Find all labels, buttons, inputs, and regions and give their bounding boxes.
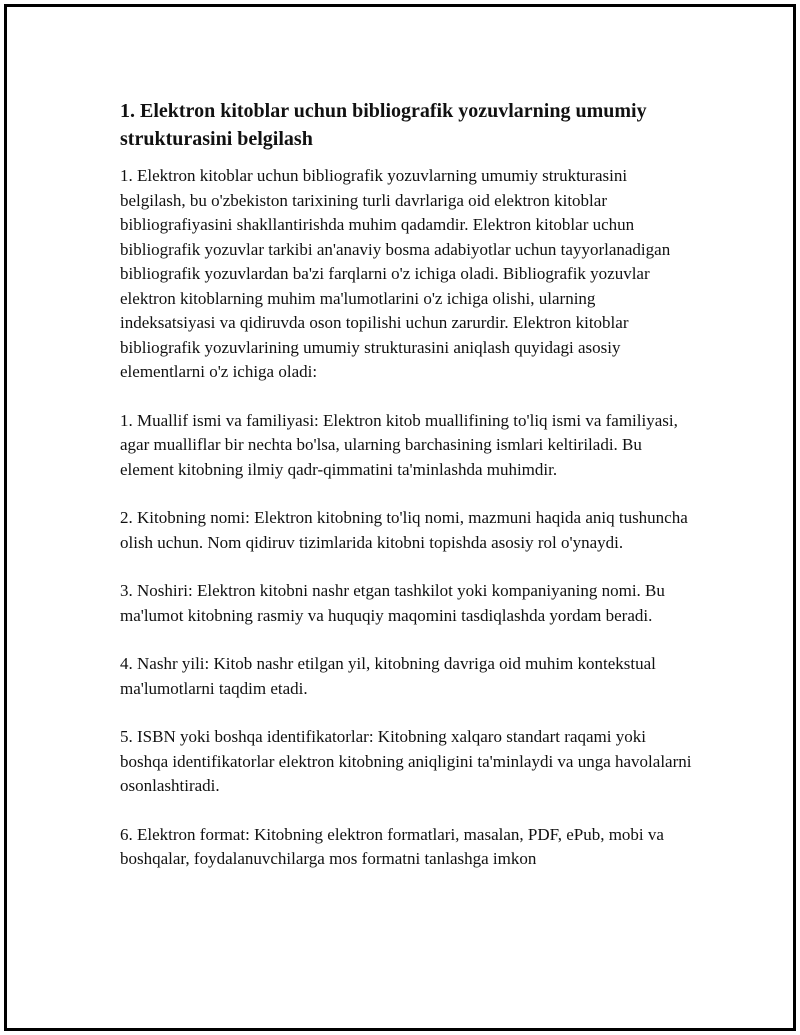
list-item-publisher: 3. Noshiri: Elektron kitobni nashr etgan tashkilot yoki kompaniyaning nomi. Bu ma'lumot kitobning rasmiy va huquqiy maqomini tasdiqlashda yordam beradi.: [120, 581, 665, 625]
list-item-isbn: 5. ISBN yoki boshqa identifikatorlar: Kitobning xalqaro standart raqami yoki boshqa identifikatorlar elektron kitobning aniqligini ta'minlaydi va unga havolalarni osonlashtiradi.: [120, 727, 692, 795]
list-item-book-title: 2. Kitobning nomi: Elektron kitobning to'liq nomi, mazmuni haqida aniq tushuncha olish uchun. Nom qidiruv tizimlarida kitobni topishda asosiy rol o'ynaydi.: [120, 508, 688, 552]
page-title: 1. Elektron kitoblar uchun bibliografik yozuvlarning umumiy strukturasini belgilash: [120, 100, 647, 150]
list-item-publication-year: 4. Nashr yili: Kitob nashr etilgan yil, kitobning davriga oid muhim kontekstual ma'lumotlarni taqdim etadi.: [120, 654, 656, 698]
list-item-author: 1. Muallif ismi va familiyasi: Elektron kitob muallifining to'liq ismi va familiyasi, agar mualliflar bir nechta bo'lsa, ularning barchasining ismlari keltiriladi. Bu element kitobning ilmiy qadr-qimmatini ta'minlashda muhimdir.: [120, 410, 678, 479]
document-content: [120, 97, 695, 896]
intro-paragraph: 1. Elektron kitoblar uchun bibliografik yozuvlarning umumiy strukturasini belgilash, bu o'zbekiston tarixining turli davrlariga oid elektron kitoblar bibliografiyasini shakllantirishda muhim qadamdir. Elektron kitoblar uchun bibliografik yozuvlar tarkibi an'anaviy bosma adabiyotlar uchun tayyorlanadigan bibliografik yozuvlardan ba'zi farqlarni o'z ichiga oladi. Bibliografik yozuvlar elektron kitoblarning muhim ma'lumotlarini o'z ichiga olishi, ularning indeksatsiyasi va qidiruvda oson topilishi uchun zarurdir. Elektron kitoblar bibliografik yozuvlarining umumiy strukturasini aniqlash quyidagi asosiy elementlarni o'z ichiga oladi:: [120, 166, 671, 381]
list-item-electronic-format: 6. Elektron format: Kitobning elektron formatlari, masalan, PDF, ePub, mobi va boshqalar, foydalanuvchilarga mos formatni tanlashga imkon: [120, 824, 664, 868]
document-page: [4, 4, 796, 1031]
